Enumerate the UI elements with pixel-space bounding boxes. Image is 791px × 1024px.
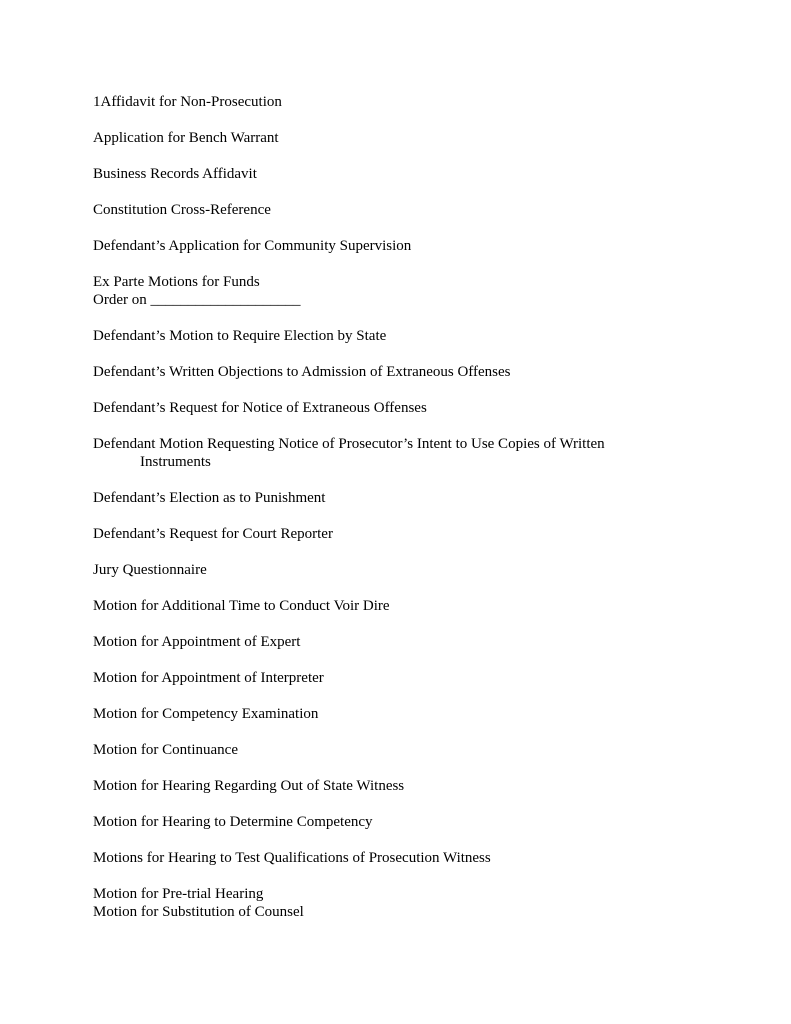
entry-text: Constitution Cross-Reference xyxy=(93,202,271,218)
list-item xyxy=(93,885,693,921)
list-item xyxy=(93,777,693,795)
list-item xyxy=(93,633,693,651)
list-item xyxy=(93,327,693,345)
entry-text: Defendant’s Written Objections to Admission of Extraneous Offenses xyxy=(93,364,511,380)
entry-text: Motion for Continuance xyxy=(93,742,238,758)
entry-text: Jury Questionnaire xyxy=(93,562,207,578)
list-item xyxy=(93,363,693,381)
list-item xyxy=(93,597,693,615)
list-item xyxy=(93,93,693,111)
list-item xyxy=(93,849,693,867)
list-item xyxy=(93,165,693,183)
entry-text: Defendant’s Request for Notice of Extraneous Offenses xyxy=(93,400,427,416)
entry-text: Motion for Hearing to Determine Competency xyxy=(93,814,373,830)
entry-text: Motion for Additional Time to Conduct Voir Dire xyxy=(93,598,390,614)
entry-text: Application for Bench Warrant xyxy=(93,130,279,146)
entry-text: Business Records Affidavit xyxy=(93,166,257,182)
entry-text: Defendant’s Election as to Punishment xyxy=(93,490,326,506)
list-item xyxy=(93,129,693,147)
list-item xyxy=(93,201,693,219)
entry-text: Motion for Appointment of Interpreter xyxy=(93,670,324,686)
entry-text: 1Affidavit for Non-Prosecution xyxy=(93,94,282,110)
entry-text: Defendant’s Request for Court Reporter xyxy=(93,526,333,542)
entry-text: Motion for Substitution of Counsel xyxy=(93,904,304,920)
list-item xyxy=(93,399,693,417)
entry-text: Motion for Hearing Regarding Out of State Witness xyxy=(93,778,405,794)
list-item xyxy=(93,561,693,579)
entry-text: Motion for Appointment of Expert xyxy=(93,634,301,650)
list-item xyxy=(93,741,693,759)
entry-text-order-line: Order on ____________________ xyxy=(93,292,301,308)
list-item xyxy=(93,489,693,507)
entry-text: Motions for Hearing to Test Qualifications of Prosecution Witness xyxy=(93,850,491,866)
list-item xyxy=(93,273,693,309)
entry-text: Motion for Pre-trial Hearing xyxy=(93,886,264,902)
entry-text: Ex Parte Motions for Funds xyxy=(93,274,260,290)
entry-text: Defendant Motion Requesting Notice of Prosecutor’s Intent to Use Copies of Written xyxy=(93,436,605,452)
list-item xyxy=(93,669,693,687)
list-item xyxy=(93,525,693,543)
entry-text: Defendant’s Application for Community Supervision xyxy=(93,238,412,254)
list-item xyxy=(93,813,693,831)
entry-text: Motion for Competency Examination xyxy=(93,706,319,722)
list-item xyxy=(93,237,693,255)
list-item xyxy=(93,435,693,471)
list-item xyxy=(93,705,693,723)
entry-text: Defendant’s Motion to Require Election by State xyxy=(93,328,387,344)
entry-text-continuation: Instruments xyxy=(140,454,211,470)
